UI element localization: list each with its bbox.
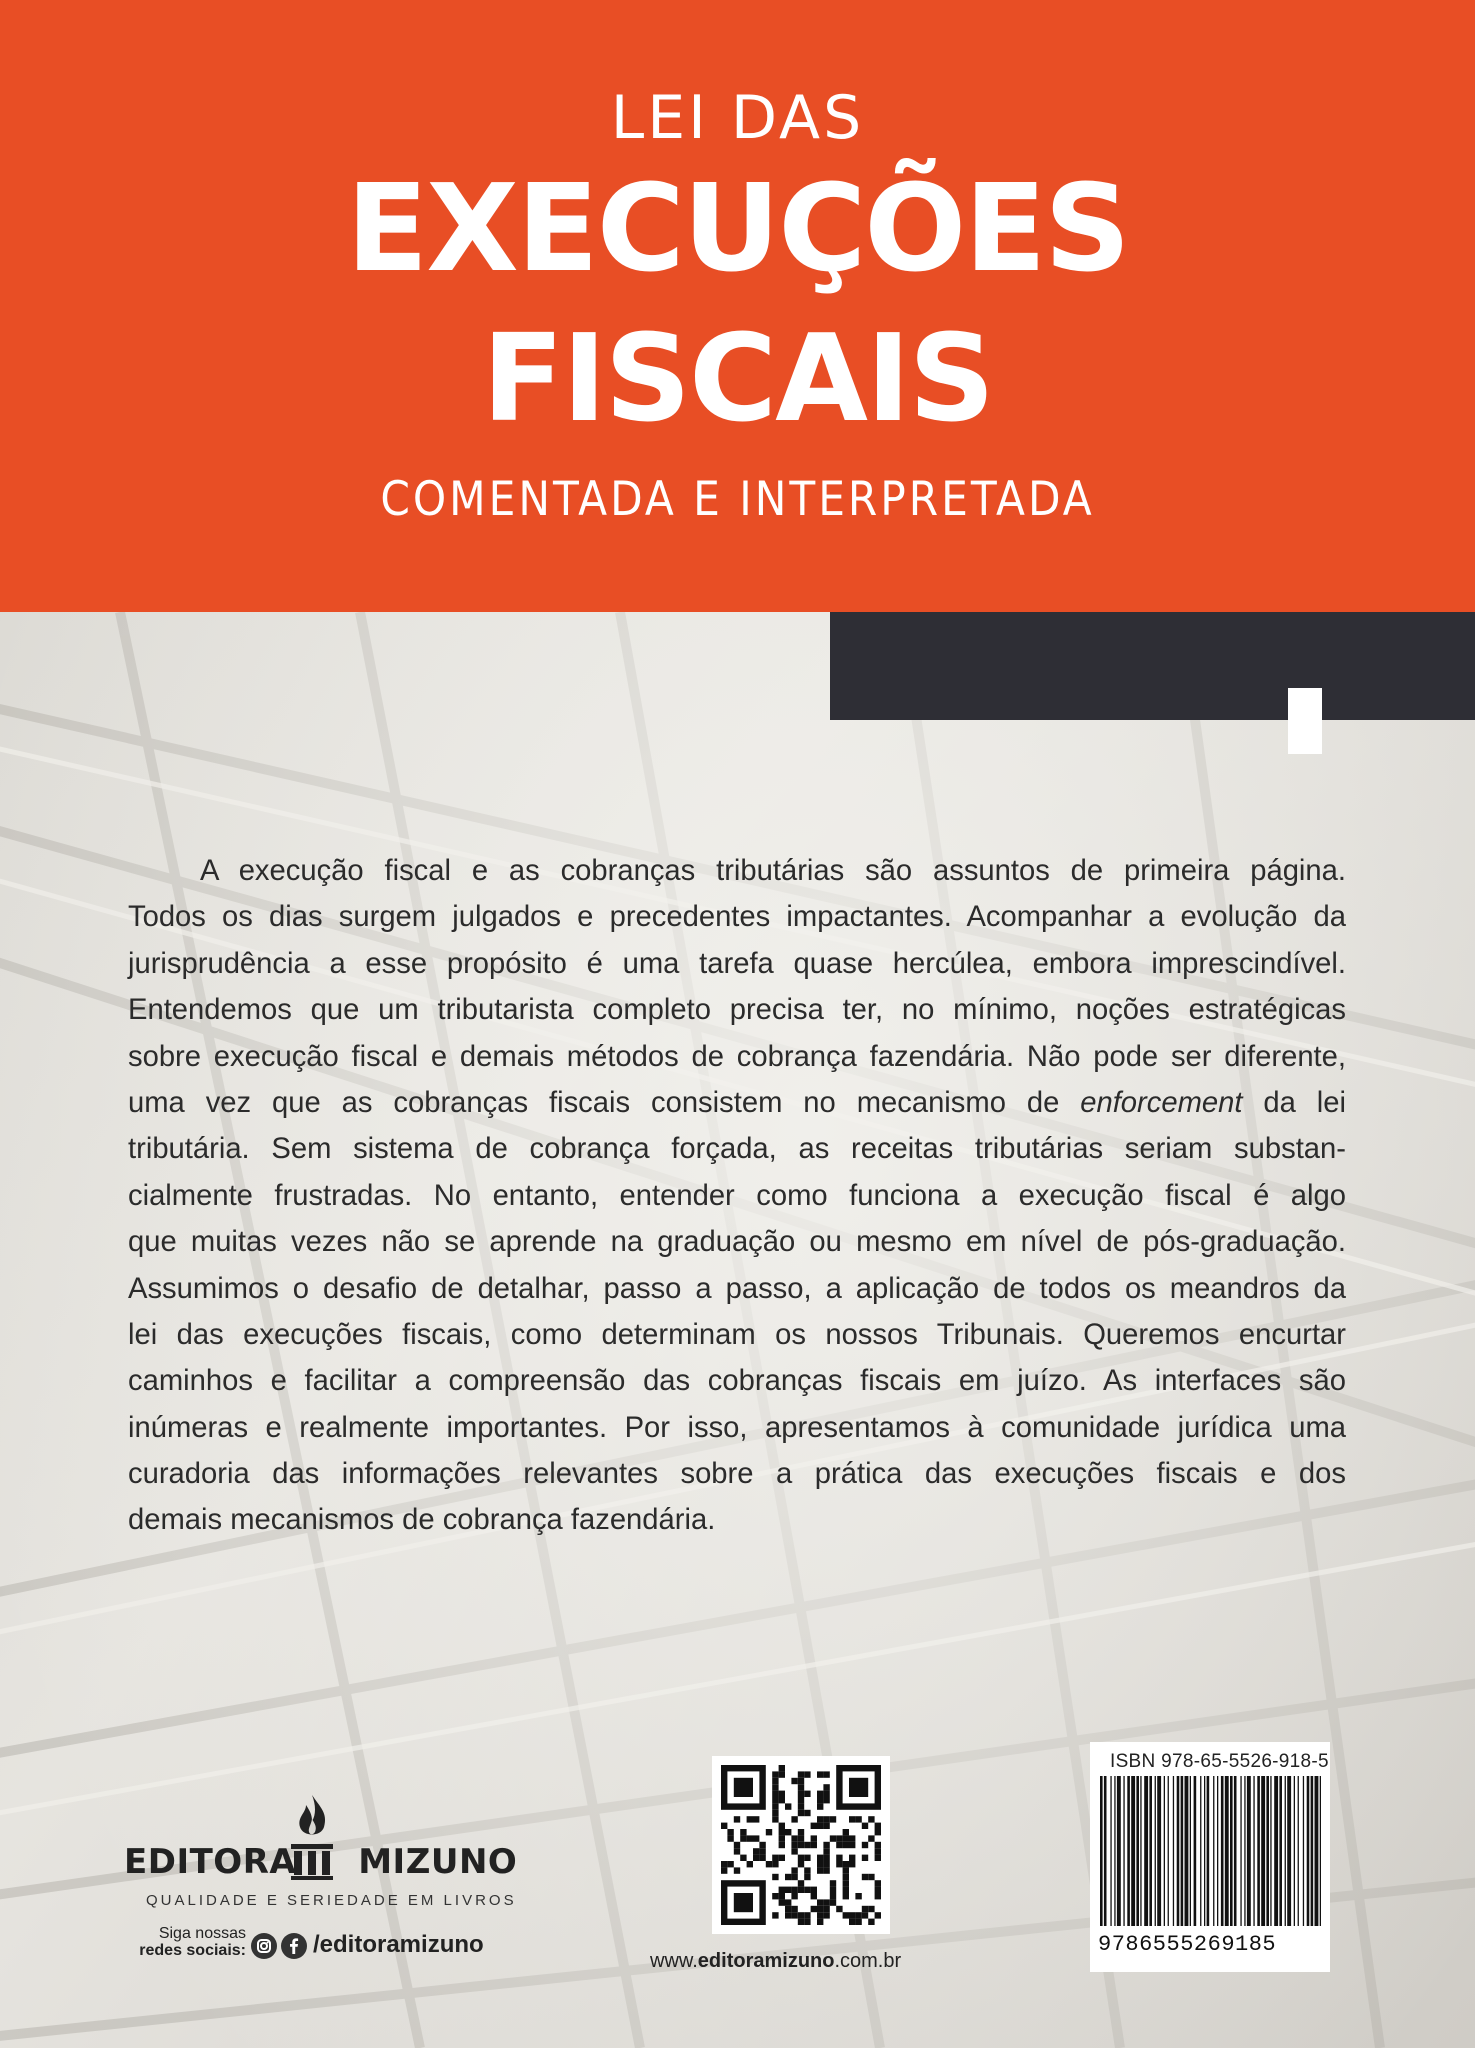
blurb-line: A execução fiscal e as cobranças tributárias são assuntos de primeira página. xyxy=(200,855,1346,887)
blurb-line: jurisprudência a esse propósito é uma tarefa quase hercúlea, embora imprescindível. xyxy=(128,947,1346,980)
back-cover-blurb xyxy=(128,848,1346,1544)
title-line-1: LEI DAS xyxy=(610,83,865,153)
blurb-line: caminhos e facilitar a compreensão das cobranças fiscais em juízo. As interfaces são xyxy=(128,1365,1346,1398)
blurb-line: Assumimos o desafio de detalhar, passo a passo, a aplicação de todos os meandros da xyxy=(128,1272,1346,1305)
title-line-2: EXECUÇÕES xyxy=(346,160,1129,299)
publisher-name-right: MIZUNO xyxy=(358,1842,518,1882)
blurb-line: Entendemos que um tributarista completo precisa ter, no mínimo, noções estratégicas xyxy=(128,994,1346,1027)
website-prefix: www. xyxy=(650,1950,698,1972)
publisher-tagline: QUALIDADE E SERIEDADE EM LIVROS xyxy=(146,1892,517,1909)
website-url[interactable] xyxy=(650,1950,901,1973)
blurb-line: Todos os dias surgem julgados e precedentes impactantes. Acompanhar a evolução da xyxy=(128,901,1346,934)
website-domain: editoramizuno xyxy=(697,1950,835,1972)
blurb-line: tributária. Sem sistema de cobrança forçada, as receitas tributárias seriam substan- xyxy=(128,1133,1346,1166)
isbn-digits: 9786555269185 xyxy=(1098,1932,1277,1957)
decorative-white-tab xyxy=(1288,688,1322,754)
blurb-line: sobre execução fiscal e demais métodos de cobrança fazendária. Não pode ser diferente, xyxy=(128,1040,1346,1073)
blurb-line: lei das execuções fiscais, como determinam os nossos Tribunais. Queremos encurtar xyxy=(128,1318,1346,1351)
publisher-name-left: EDITORA xyxy=(124,1842,297,1882)
social-handle[interactable]: /editoramizuno xyxy=(313,1931,484,1958)
subtitle: COMENTADA E INTERPRETADA xyxy=(380,472,1095,527)
blurb-line: inúmeras e realmente importantes. Por isso, apresentamos à comunidade jurídica uma xyxy=(128,1411,1346,1444)
title-line-3: FISCAIS xyxy=(481,310,994,449)
decorative-dark-bar xyxy=(830,612,1475,720)
publisher-logo-name xyxy=(124,1842,517,1882)
isbn-barcode xyxy=(1098,1776,1322,1932)
social-label-line1: Siga nossas xyxy=(158,1925,246,1942)
flame-logo-icon xyxy=(290,1793,334,1843)
blurb-line: curadoria das informações relevantes sobre a prática das execuções fiscais e dos xyxy=(128,1458,1346,1491)
social-label xyxy=(128,1925,246,1959)
blurb-line: que muitas vezes não se aprende na graduação ou mesmo em nível de pós-graduação. xyxy=(128,1226,1346,1259)
italic-term: enforcement xyxy=(1080,1086,1243,1119)
qr-code-graphic xyxy=(712,1756,890,1934)
facebook-icon[interactable] xyxy=(281,1933,307,1959)
blurb-line: cialmente frustradas. No entanto, entender como funciona a execução fiscal é algo xyxy=(128,1179,1346,1212)
website-suffix: .com.br xyxy=(834,1950,902,1972)
blurb-line: demais mecanismos de cobrança fazendária. xyxy=(128,1504,716,1537)
social-label-line2: redes sociais: xyxy=(139,1942,246,1959)
blurb-line-enforcement: uma vez que as cobranças fiscais consistem no mecanismo de enforcement da lei xyxy=(128,1086,1346,1119)
instagram-icon[interactable] xyxy=(251,1933,277,1959)
qr-code xyxy=(712,1756,890,1934)
isbn-label: ISBN 978-65-5526-918-5 xyxy=(1110,1751,1329,1772)
